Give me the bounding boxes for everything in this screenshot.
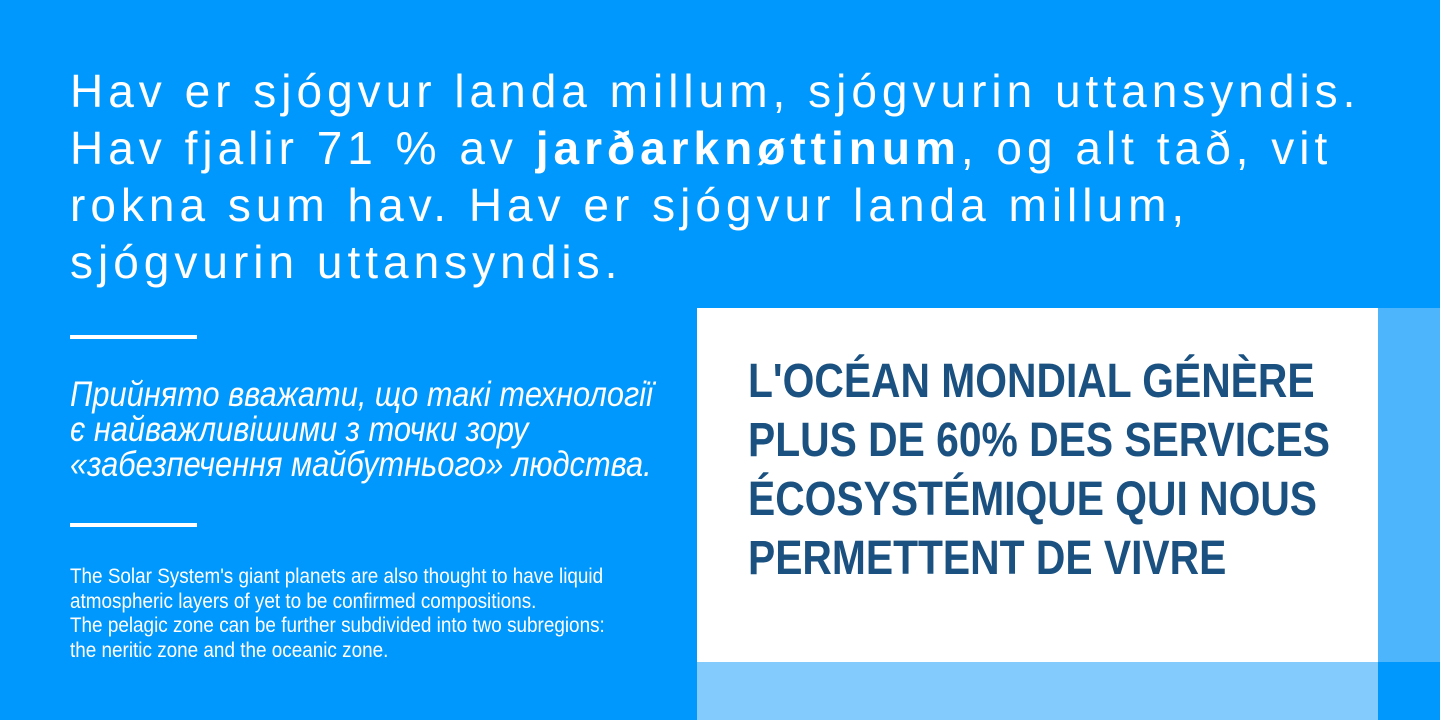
english-line-1: The Solar System's giant planets are also thought to have liquid: [70, 565, 604, 588]
ukrainian-line-3: «забезпечення майбутнього» людства.: [70, 445, 652, 484]
headline-line-2-post: , og alt tað, vit: [960, 122, 1333, 174]
quote-card: [697, 308, 1378, 662]
card-line-3: ÉCOSYSTÉMIQUE QUI NOUS: [748, 473, 1318, 526]
card-line-4: PERMETTENT DE VIVRE: [748, 532, 1227, 585]
headline-line-2: [70, 120, 1360, 177]
headline-line-1: Hav er sjógvur landa millum, sjógvurin uttansyndis.: [70, 65, 1361, 117]
right-accent-stripe: [1378, 308, 1440, 662]
headline-bold-word: jarðarknøttinum: [535, 122, 961, 174]
card-line-2: PLUS DE 60% DES SERVICES: [748, 414, 1330, 467]
english-line-4: the neritic zone and the oceanic zone.: [70, 638, 389, 662]
quote-card-text: [748, 352, 1330, 588]
divider-bottom: [70, 523, 197, 527]
divider-top: [70, 335, 197, 339]
ukrainian-line-2: є найважливішими з точки зору: [70, 410, 529, 449]
bottom-accent-stripe: [697, 662, 1378, 720]
english-line-3: The pelagic zone can be further subdivided into two subregions:: [70, 614, 605, 637]
headline: [70, 63, 1360, 291]
headline-line-4: sjógvurin uttansyndis.: [70, 236, 623, 288]
english-line-2: atmospheric layers of yet to be confirmed compositions.: [70, 589, 537, 613]
card-line-1: L'OCÉAN MONDIAL GÉNÈRE: [748, 355, 1315, 408]
english-paragraph: [70, 565, 605, 663]
headline-line-2-pre: Hav fjalir 71 % av: [70, 122, 536, 174]
headline-line-3: rokna sum hav. Hav er sjógvur landa millum,: [70, 179, 1190, 231]
ukrainian-paragraph: [70, 377, 653, 482]
ukrainian-line-1: Прийнято вважати, що такі технології: [70, 375, 653, 414]
